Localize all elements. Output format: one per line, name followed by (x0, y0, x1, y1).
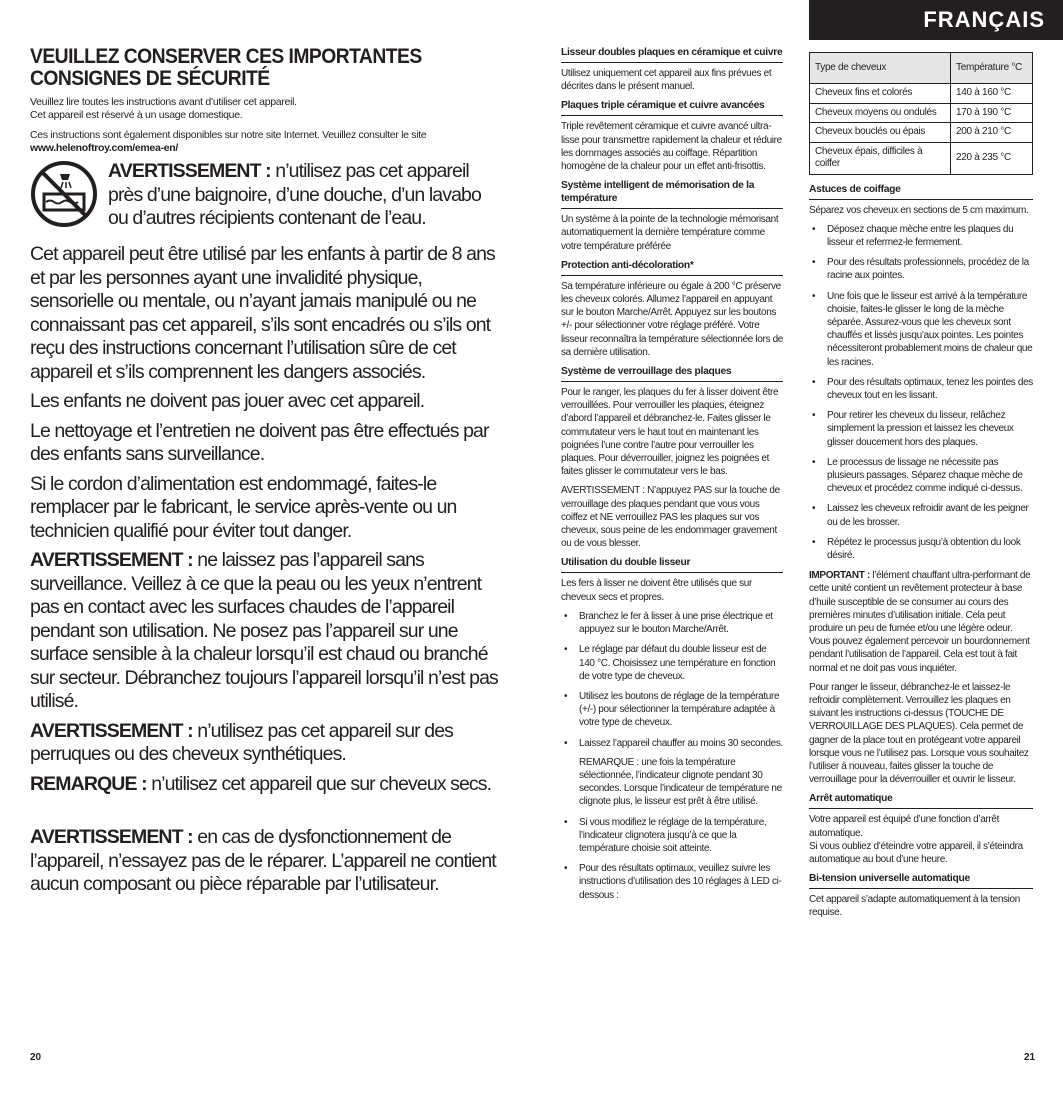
section-text: Séparez vos cheveux en sections de 5 cm maximum. (809, 204, 1029, 216)
warning-label-4: AVERTISSEMENT : (30, 826, 193, 848)
important-label: IMPORTANT : (809, 570, 870, 582)
section-title: Protection anti-décoloration* (561, 259, 783, 276)
list-item: • Le réglage par défaut du double lisseur est de 140 °C. Choisissez une température en fonction de votre type de cheveux. (561, 643, 783, 683)
storage-text: Pour ranger le lisseur, débranchez-le et laissez-le refroidir complètement. Verrouillez les plaques en suivant les instructions ci-dessus (TOUCHE DE VERROUILLAGE DES PLAQUES). Cela permet de gagner de la place tout en protégeant votre appareil lorsque vous ne l’utilisez pas. Lorsque vous souhaitez l’utiliser à nouveau, faites glisser la touche de verrouillage pour la déverrouiller et ouvrir le lisseur. (809, 681, 1029, 786)
warning-text-3: n’utilisez pas cet appareil sur des perruques ou des cheveux synthétiques. (30, 719, 453, 765)
section-text: Triple revêtement céramique et cuivre avancé ultra-lisse pour transmettre rapidement la chaleur et réduire les dommages associés au coiffage. Répartition homogène de la chaleur pour un effet anti-frisottis. (561, 121, 782, 173)
table-header-cell: Type de cheveux (810, 53, 951, 84)
table-row (810, 103, 1033, 123)
warning-text-4: en cas de dysfonctionnement de l’appareil, n’essayez pas de le réparer. L’appareil ne contient aucun composant ou pièce réparable par l’utilisateur. (30, 826, 496, 895)
section-title: Astuces de coiffage (809, 183, 1033, 200)
note-text: n’utilisez cet appareil que sur cheveux secs. (146, 772, 492, 795)
children-usage-paragraph: Cet appareil peut être utilisé par les enfants à partir de 8 ans et par les personnes ayant une invalidité physique, sensorielle ou mentale, ou n’ayant jamais manipulé ou ne connaissant pas cet appareil, s’ils sont encadrés ou s’ils ont reçu des instructions concernant l’utilisation sûre de cet appareil et s’ils comprennent les dangers associés. (30, 243, 495, 383)
section-text: Sa température inférieure ou égale à 200 °C préserve les cheveux colorés. Allumez l’appareil en appuyant sur le bouton Marche/Arrêt. Appuyez sur les boutons +/- pour sélectionner votre réglage préféré. Votre lisseur reconnaîtra la température sélectionnée lors de sa dernière utilisation. (561, 280, 783, 358)
section-title: Arrêt automatique (809, 792, 1033, 809)
important-text: l’élément chauffant ultra-performant de cette unité contient un revêtement protecteur à base d’huile susceptible de se consumer au cours des premières minutes d’utilisation initiale. Cela peut produire un peu de fumée et/ou une légère odeur. Vous pouvez également percevoir un bourdonnement pendant l’utilisation de l’appareil. Cela est tout à fait normal et ne doit pas vous inquiéter. (809, 570, 1031, 674)
section-title: Utilisation du double lisseur (561, 556, 783, 573)
warning-label-3: AVERTISSEMENT : (30, 719, 193, 742)
language-tab: FRANÇAIS (809, 0, 1063, 40)
section-text: Cet appareil s’adapte automatiquement à la tension requise. (809, 894, 1020, 919)
warning-label-2: AVERTISSEMENT : (30, 549, 193, 571)
table-cell: 170 à 190 °C (951, 103, 1033, 123)
list-item: • Déposez chaque mèche entre les plaques du lisseur et refermez-le fermement. (809, 223, 1033, 249)
table-header-row (810, 53, 1033, 84)
page-number-left: 20 (30, 1052, 42, 1063)
section-title: Bi-tension universelle automatique (809, 872, 1033, 889)
list-item-note: REMARQUE : une fois la température sélectionnée, l’indicateur clignote pendant 30 secondes. Lorsque l’indicateur de température ne clignote plus, le lisseur est prêt à être utilisé. (579, 756, 782, 808)
table-cell: 200 à 210 °C (951, 123, 1033, 143)
list-item: • Utilisez les boutons de réglage de la température (+/-) pour sélectionner la température adaptée à votre type de cheveux. (561, 690, 783, 730)
section-title: Système intelligent de mémorisation de la température (561, 179, 783, 209)
table-cell: Cheveux bouclés ou épais (810, 123, 951, 143)
section-text: AVERTISSEMENT : N’appuyez PAS sur la touche de verrouillage des plaques pendant que vous vous coiffez et NE verrouillez PAS les plaques sur vos cheveux, sous peine de les endommager gravement ou de vous blesser. (561, 485, 780, 550)
usage-list (561, 610, 783, 902)
intro-line-1: Veuillez lire toutes les instructions avant d’utiliser cet appareil. (30, 96, 297, 108)
warning-label-1: AVERTISSEMENT : (108, 160, 271, 182)
section-text: Les fers à lisser ne doivent être utilisés que sur cheveux secs et propres. (561, 578, 752, 603)
section-text: Utilisez uniquement cet appareil aux fins prévues et décrites dans le présent manuel. (561, 68, 772, 93)
list-item: • Répétez le processus jusqu’à obtention du look désiré. (809, 536, 1033, 562)
section-title: Plaques triple céramique et cuivre avancées (561, 99, 783, 116)
children-play-paragraph: Les enfants ne doivent pas jouer avec cet appareil. (30, 390, 425, 412)
table-cell: 220 à 235 °C (951, 142, 1033, 174)
table-cell: 140 à 160 °C (951, 84, 1033, 104)
section-text: Votre appareil est équipé d’une fonction d’arrêt automatique. (809, 814, 1000, 839)
features-column (561, 46, 783, 909)
intro-line-3: Ces instructions sont également disponibles sur notre site Internet. Veuillez consulter le site (30, 129, 427, 141)
section-title: Lisseur doubles plaques en céramique et cuivre (561, 46, 783, 63)
list-item: • Pour des résultats optimaux, tenez les pointes des cheveux tout en les lissant. (809, 376, 1033, 402)
section-title: Système de verrouillage des plaques (561, 365, 783, 382)
warning-text-1: n’utilisez pas cet appareil près d’une baignoire, d’une douche, d’un lavabo ou d’autres récipients contenant de l’eau. (108, 160, 481, 229)
list-item: • Si vous modifiez le réglage de la température, l’indicateur clignotera jusqu’à ce que la température choisie soit atteinte. (561, 816, 783, 856)
list-item: • Une fois que le lisseur est arrivé à la température choisie, faites-le glisser le long de la mèche séparée. Assurez-vous que les cheveux sont chauffés et lissés jusqu’aux pointes. Les pointes nécessiteront probablement moins de chaleur que les racines. (809, 290, 1033, 369)
list-item: • Le processus de lissage ne nécessite pas plusieurs passages. Séparez chaque mèche de cheveux et procédez comme indiqué ci-dessus. (809, 456, 1033, 496)
table-row (810, 142, 1033, 174)
list-item: • Laissez les cheveux refroidir avant de les peigner ou de les brosser. (809, 502, 1033, 528)
section-text: Si vous oubliez d’éteindre votre appareil, il s’éteindra automatique au bout d’une heure. (809, 840, 1023, 866)
cord-paragraph: Si le cordon d’alimentation est endommagé, faites-le remplacer par le fabricant, le service après-vente ou un technicien qualifié pour éviter tout danger. (30, 472, 457, 542)
temperature-table (809, 52, 1033, 175)
styling-column (809, 52, 1033, 926)
list-item: • Pour des résultats professionnels, procédez de la racine aux pointes. (809, 256, 1033, 282)
cleaning-paragraph: Le nettoyage et l’entretien ne doivent pas être effectués par des enfants sans surveillance. (30, 419, 489, 465)
warning-text-2: ne laissez pas l’appareil sans surveillance. Veillez à ce que la peau ou les yeux n’entrent pas en contact avec les surfaces chaudes de l’appareil pendant son utilisation. Ne posez pas l’appareil sur une surface sensible à la chaleur lorsqu’il est chaud ou branché sur secteur. Débranchez toujours l’appareil lorsqu’il n’est pas utilisé. (30, 549, 498, 712)
list-item: • Pour retirer les cheveux du lisseur, relâchez simplement la pression et laissez les cheveux glisser doucement hors des plaques. (809, 409, 1033, 449)
website-link[interactable]: www.helenoftroy.com/emea-en/ (30, 141, 178, 154)
table-header-cell: Température °C (951, 53, 1033, 84)
no-bath-icon (30, 160, 98, 233)
table-row (810, 84, 1033, 104)
intro-line-2: Cet appareil est réservé à un usage domestique. (30, 108, 243, 121)
table-cell: Cheveux moyens ou ondulés (810, 103, 951, 123)
list-item: • Pour des résultats optimaux, veuillez suivre les instructions d’utilisation des 10 réglages à LED ci-dessous : (561, 862, 783, 902)
list-item: • Laissez l’appareil chauffer au moins 30 secondes. REMARQUE : une fois la température sélectionnée, l’indicateur clignote pendant 30 secondes. Lorsque l’indicateur de température ne clignote plus, le lisseur est prêt à être utilisé. (561, 737, 783, 809)
table-cell: Cheveux fins et colorés (810, 84, 951, 104)
safety-heading: VEUILLEZ CONSERVER CES IMPORTANTES CONSIGNES DE SÉCURITÉ (30, 45, 422, 90)
section-text: Un système à la pointe de la technologie mémorisant automatiquement la dernière température comme votre température préférée (561, 214, 779, 252)
safety-column (30, 46, 505, 903)
tips-list (809, 223, 1033, 562)
note-label: REMARQUE : (30, 772, 147, 795)
section-text: Pour le ranger, les plaques du fer à lisser doivent être verrouillées. Pour verrouiller les plaques, éteignez d’abord l’appareil et débranchez-le. Faites glisser le commutateur vers le haut tout en maintenant les poignées l’une contre l’autre pour verrouiller les plaques. Pour déverrouiller, joignez les poignées et faites glisser le commutateur vers le bas. (561, 387, 779, 478)
table-row (810, 123, 1033, 143)
table-cell: Cheveux épais, difficiles à coiffer (810, 142, 951, 174)
list-item: • Branchez le fer à lisser à une prise électrique et appuyez sur le bouton Marche/Arrêt. (561, 610, 783, 636)
page-number-right: 21 (1024, 1052, 1036, 1063)
